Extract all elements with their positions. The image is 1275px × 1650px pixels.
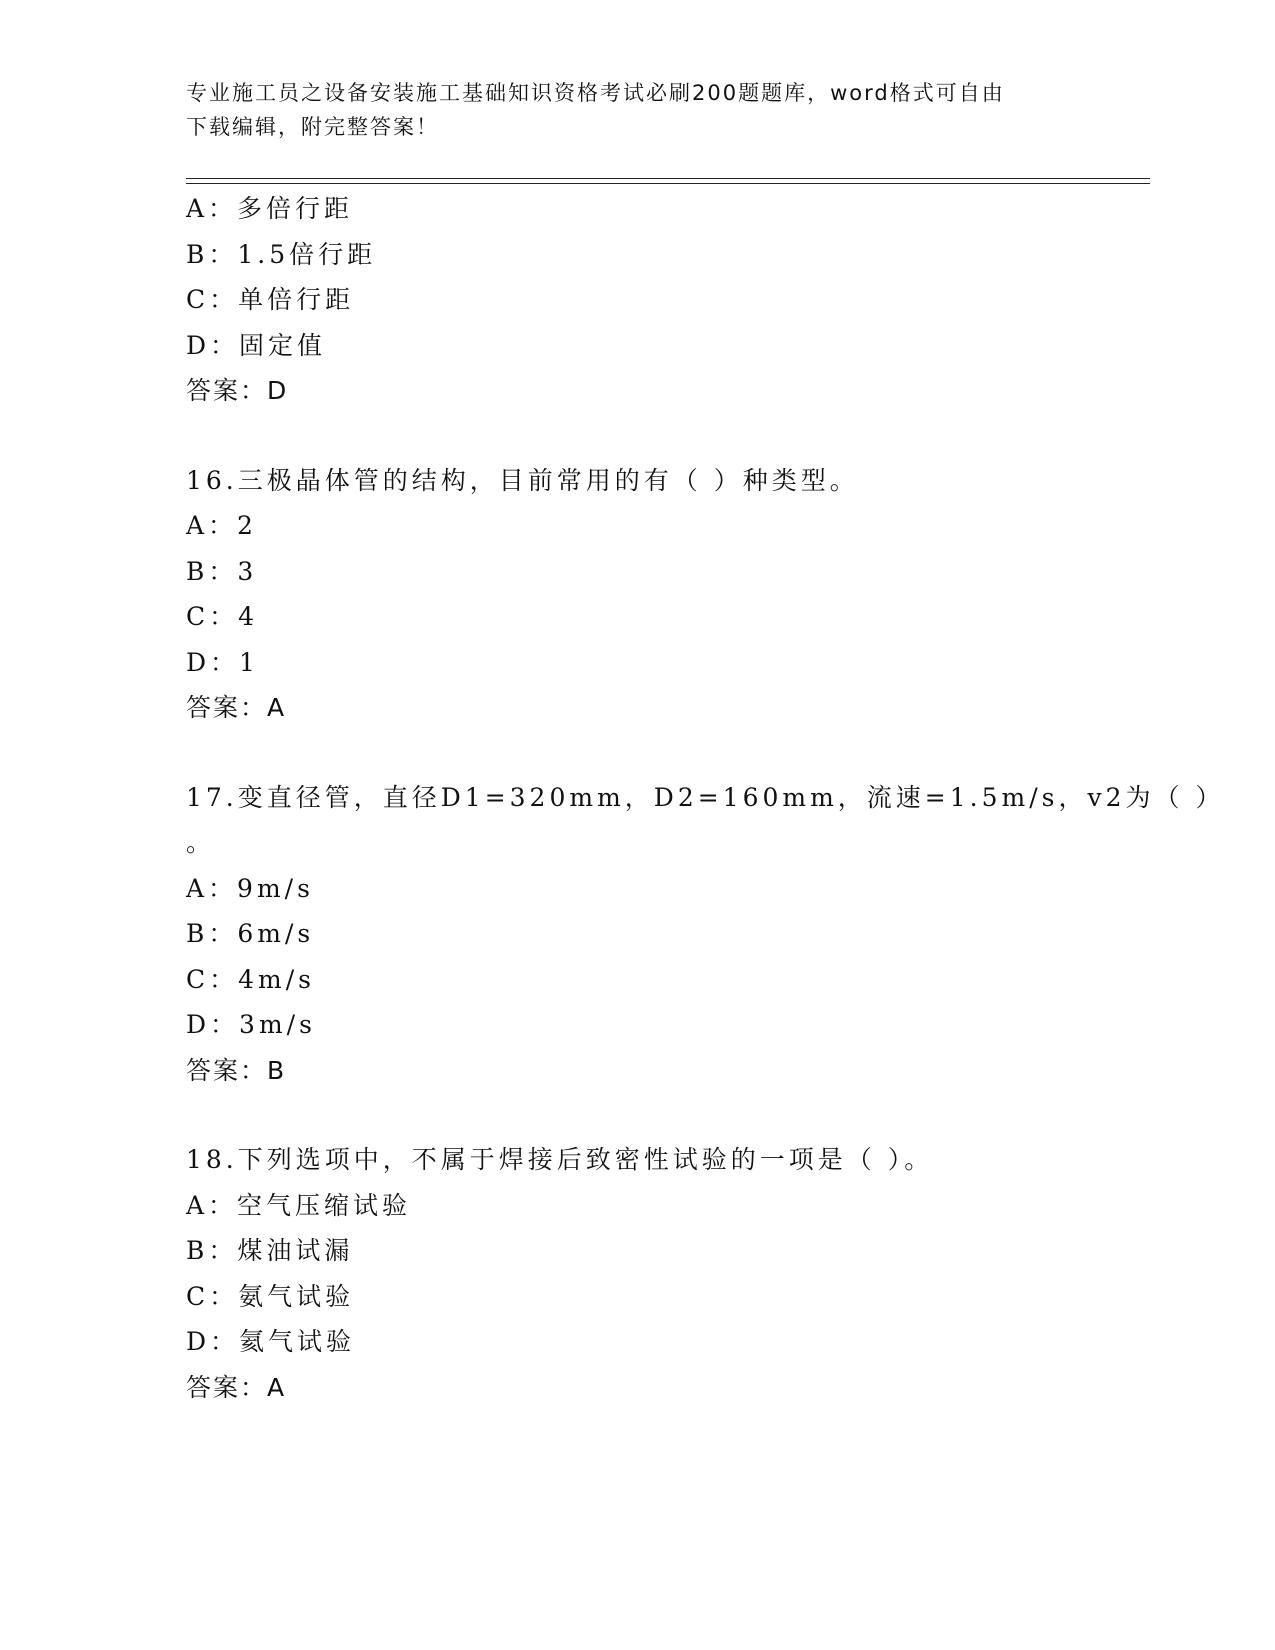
q17-option-c: C：4m/s bbox=[186, 964, 315, 994]
header-divider-bottom bbox=[186, 183, 1150, 184]
q16-option-c: C：4 bbox=[186, 602, 259, 631]
q16-answer: 答案：A bbox=[186, 693, 287, 722]
question-15-block bbox=[186, 186, 1086, 414]
q18-answer: 答案：A bbox=[186, 1372, 287, 1402]
q16-option-a: A：2 bbox=[186, 511, 257, 540]
q17-question: 17.变直径管，直径D1=320mm，D2=160mm，流速=1.5m/s，v2为（ ） bbox=[186, 782, 1225, 812]
q15-answer: 答案：D bbox=[186, 376, 289, 405]
question-16-block bbox=[186, 458, 1086, 731]
q17-answer: 答案：B bbox=[186, 1055, 287, 1085]
q17-option-a: A：9m/s bbox=[186, 873, 314, 903]
q15-option-a: A：多倍行距 bbox=[186, 194, 354, 223]
q18-option-d: D：氦气试验 bbox=[186, 1327, 356, 1356]
spacer bbox=[186, 1093, 1086, 1137]
q16-question: 16.三极晶体管的结构，目前常用的有（ ）种类型。 bbox=[186, 465, 859, 495]
spacer bbox=[186, 731, 1086, 775]
q18-question: 18.下列选项中，不属于焊接后致密性试验的一项是（ ）。 bbox=[186, 1145, 934, 1174]
question-17-block bbox=[186, 775, 1225, 1094]
question-18-block bbox=[186, 1137, 1086, 1410]
q17-option-b: B：6m/s bbox=[186, 919, 315, 948]
q16-option-d: D：1 bbox=[186, 647, 259, 677]
document-header bbox=[186, 76, 1076, 144]
q17-question-continuation: 。 bbox=[186, 828, 212, 857]
q17-option-d: D：3m/s bbox=[186, 1010, 316, 1039]
q15-option-d: D：固定值 bbox=[186, 330, 327, 360]
spacer bbox=[186, 414, 1086, 458]
q15-option-c: C：单倍行距 bbox=[186, 285, 355, 314]
header-line-1: 专业施工员之设备安装施工基础知识资格考试必刷200题题库，word格式可自由 bbox=[186, 81, 1005, 105]
question-list bbox=[186, 186, 1225, 1410]
q15-option-b: B：1.5倍行距 bbox=[186, 239, 377, 269]
q18-option-b: B：煤油试漏 bbox=[186, 1236, 354, 1265]
q18-option-a: A：空气压缩试验 bbox=[186, 1190, 412, 1220]
header-line-2: 下载编辑，附完整答案！ bbox=[186, 115, 439, 139]
q18-option-c: C：氨气试验 bbox=[186, 1281, 355, 1311]
header-divider-top bbox=[186, 178, 1150, 179]
q16-option-b: B：3 bbox=[186, 556, 258, 586]
